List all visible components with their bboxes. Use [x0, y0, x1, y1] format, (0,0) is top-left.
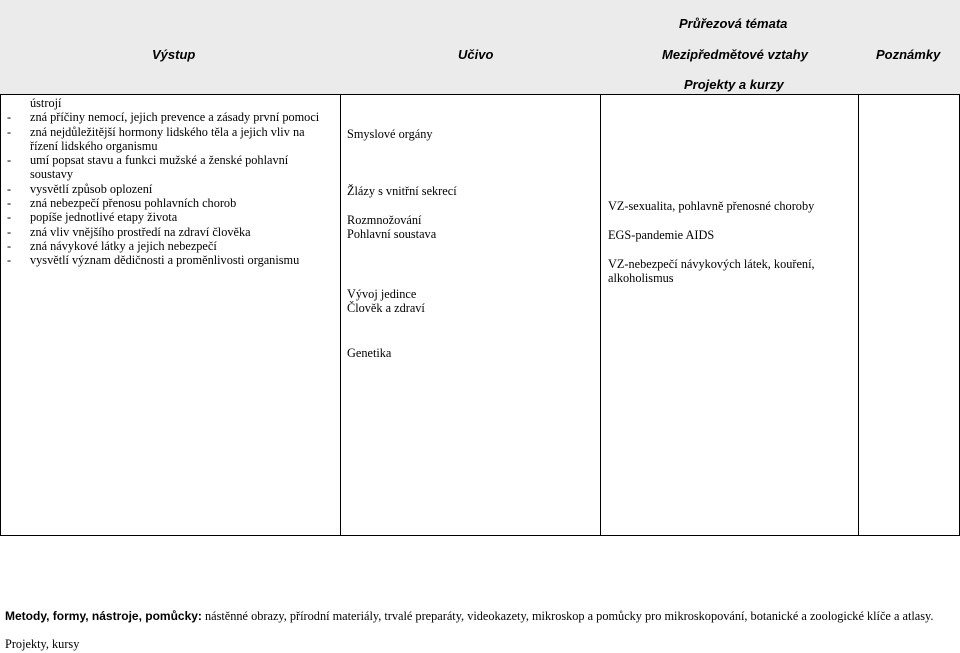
ucivo-pohlavni-soustava: Pohlavní soustava: [347, 227, 437, 241]
outputs-list: [5, 96, 335, 268]
list-item: - zná příčiny nemocí, jejich prevence a zásady první pomoci: [7, 110, 320, 125]
list-item: - zná návykové látky a jejich nebezpečí: [7, 238, 217, 253]
header-poznamky: Poznámky: [876, 47, 941, 62]
list-item: - zná nejdůležitější hormony lidského těla a jejich vliv na: [7, 124, 305, 139]
header-vystup: Výstup: [152, 47, 196, 62]
header-projekty-a-kurzy: Projekty a kurzy: [684, 77, 784, 92]
list-item: - zná vliv vnějšího prostředí na zdraví člověka: [7, 224, 251, 239]
ucivo-zlazy: Žlázy s vnitřní sekrecí: [347, 184, 457, 198]
column-border-1: [340, 94, 341, 536]
ucivo-genetika: Genetika: [347, 346, 392, 360]
ucivo-rozmnozovani: Rozmnožování: [347, 213, 422, 227]
theme-egs-pandemie: EGS-pandemie AIDS: [608, 228, 715, 242]
theme-vz-sexualita: VZ-sexualita, pohlavně přenosné choroby: [608, 199, 815, 213]
list-item: ústrojí: [30, 96, 62, 110]
ucivo-clovek-a-zdravi: Člověk a zdraví: [347, 301, 425, 315]
theme-vz-navykove-latky: VZ-nebezpečí návykových látek, kouření,: [608, 257, 815, 271]
list-item: - vysvětlí způsob oplození: [7, 181, 153, 196]
list-item: - popíše jednotlivé etapy života: [7, 210, 178, 225]
list-item: - vysvětlí význam dědičnosti a proměnlivosti organismu: [7, 253, 300, 268]
column-border-2: [600, 94, 601, 536]
methods-text: nástěnné obrazy, přírodní materiály, trvalé preparáty, videokazety, mikroskop a pomůcky pro mikroskopování, botanické a zoologické klíče a atlasy.: [201, 609, 934, 623]
list-item: - umí popsat stavu a funkci mužské a ženské pohlavní: [7, 153, 289, 168]
theme-vz-navykove-latky-cont: alkoholismus: [608, 271, 674, 285]
column-border-3: [858, 94, 859, 536]
ucivo-vyvoj-jedince: Vývoj jedince: [347, 287, 417, 301]
methods-line: [5, 609, 933, 624]
projects-courses-label: Projekty, kursy: [5, 637, 80, 651]
table-bottom-border: [0, 535, 960, 536]
header-mezipredmetove-vztahy: Mezipředmětové vztahy: [662, 47, 808, 62]
header-bottom-border: [0, 94, 960, 95]
ucivo-smyslove-organy: Smyslové orgány: [347, 127, 433, 141]
list-item-continuation: řízení lidského organismu: [30, 138, 158, 153]
column-border-left: [0, 94, 1, 536]
list-item-continuation: soustavy: [30, 167, 74, 182]
list-item: - zná nebezpečí přenosu pohlavních chorob: [7, 196, 237, 211]
methods-label: Metody, formy, nástroje, pomůcky:: [5, 609, 202, 623]
header-ucivo: Učivo: [458, 47, 494, 62]
header-prurezova-temata: Průřezová témata: [679, 16, 788, 31]
